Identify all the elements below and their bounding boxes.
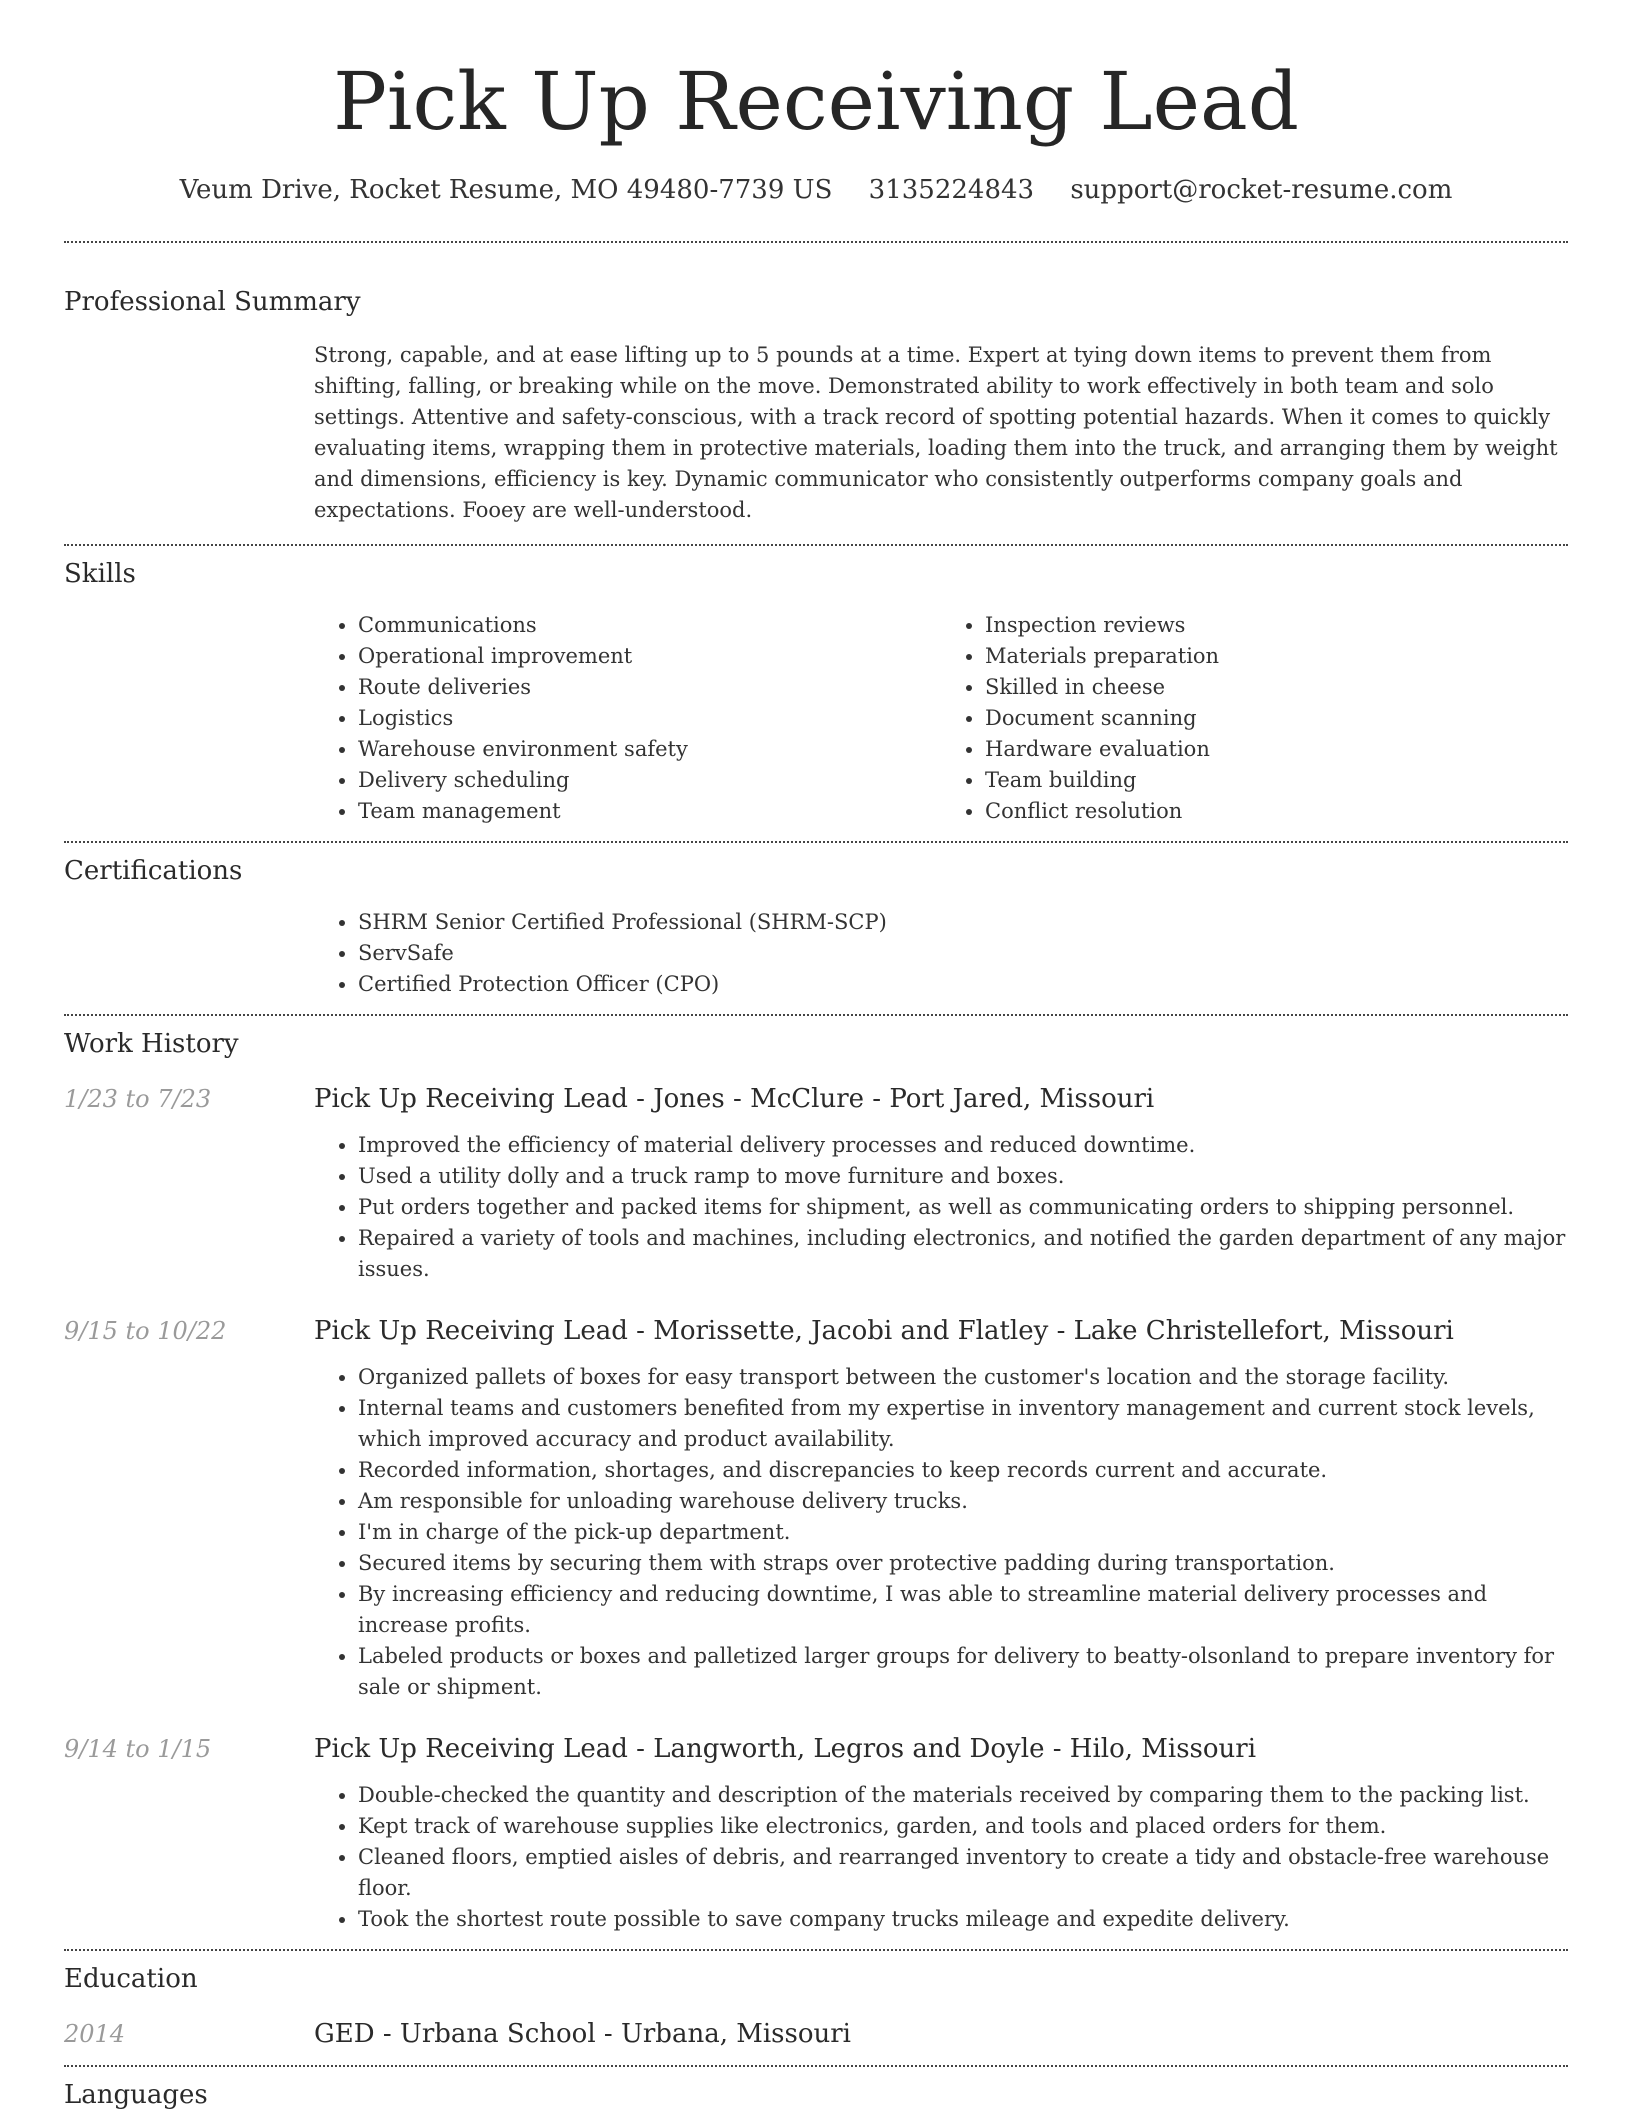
- job-dates: 9/14 to 1/15: [64, 1735, 212, 1763]
- skill-item: • Route deliveries: [358, 672, 941, 703]
- skills-grid: [314, 610, 1568, 827]
- languages-section: [64, 2077, 1568, 2113]
- job-bullet: • Put orders together and packed items for shipment, as well as communicating orders to shipping personnel.: [358, 1192, 1568, 1223]
- skill-item: • Inspection reviews: [985, 610, 1568, 641]
- divider: [64, 544, 1568, 546]
- job-bullets: [314, 1780, 1568, 1935]
- candidate-name: Pick Up Receiving Lead: [333, 55, 1299, 148]
- job-dates: 1/23 to 7/23: [64, 1085, 212, 1113]
- contact-phone: 3135224843: [868, 175, 1035, 205]
- job-bullet: • Recorded information, shortages, and discrepancies to keep records current and accurate.: [358, 1455, 1568, 1486]
- divider: [64, 1949, 1568, 1951]
- education-entry: [64, 2017, 1568, 2051]
- skill-item: • Communications: [358, 610, 941, 641]
- skill-item: • Warehouse environment safety: [358, 734, 941, 765]
- summary-text: Strong, capable, and at ease lifting up to 5 pounds at a time. Expert at tying down items to prevent them from shifting, falling, or breaking while on the move. Demonstrated ability to work effectively in both team and solo settings. Attentive and safety-conscious, with a track record of spotting potential hazards. When it comes to quickly evaluating items, wrapping them in protective materials, loading them into the truck, and arranging them by weight and dimensions, efficiency is key. Dynamic communicator who consistently outperforms company goals and expectations. Fooey are well-understood.: [314, 343, 1558, 522]
- job-bullets: [314, 1362, 1568, 1703]
- section-heading-languages: Languages: [64, 2080, 208, 2110]
- job-entry: [64, 1314, 1568, 1703]
- skill-item: • Team management: [358, 796, 941, 827]
- job-entry: [64, 1732, 1568, 1935]
- job-title: Pick Up Receiving Lead - Jones - McClure - Port Jared, Missouri: [314, 1084, 1155, 1114]
- job-bullet: • Cleaned floors, emptied aisles of debris, and rearranged inventory to create a tidy and obstacle-free warehouse floor.: [358, 1842, 1568, 1904]
- job-bullet: • Labeled products or boxes and palletized larger groups for delivery to beatty-olsonland to prepare inventory for sale or shipment.: [358, 1641, 1568, 1703]
- certification-item: • SHRM Senior Certified Professional (SHRM-SCP): [358, 907, 1568, 938]
- section-heading-work-history: Work History: [64, 1029, 239, 1059]
- job-dates: 9/15 to 10/22: [64, 1317, 227, 1345]
- summary-section: [64, 284, 1568, 526]
- skill-item: • Skilled in cheese: [985, 672, 1568, 703]
- job-bullet: • Secured items by securing them with straps over protective padding during transportation.: [358, 1548, 1568, 1579]
- skill-item: • Delivery scheduling: [358, 765, 941, 796]
- certifications-content: [314, 907, 1568, 1000]
- divider: [64, 2065, 1568, 2067]
- skill-item: • Operational improvement: [358, 641, 941, 672]
- skill-item: • Logistics: [358, 703, 941, 734]
- skill-item: • Hardware evaluation: [985, 734, 1568, 765]
- certifications-list: [314, 907, 1568, 1000]
- education-year: 2014: [64, 2020, 126, 2048]
- job-bullet: • Internal teams and customers benefited from my expertise in inventory management and current stock levels, which improved accuracy and product availability.: [358, 1393, 1568, 1455]
- certification-item: • Certified Protection Officer (CPO): [358, 969, 1568, 1000]
- education-section: [64, 1961, 1568, 2051]
- section-heading-skills: Skills: [64, 559, 136, 589]
- section-heading-certifications: Certifications: [64, 856, 243, 886]
- skills-list-left: [314, 610, 941, 827]
- contact-email: support@rocket-resume.com: [1070, 175, 1453, 205]
- job-bullet: • I'm in charge of the pick-up department.: [358, 1517, 1568, 1548]
- job-title: Pick Up Receiving Lead - Morissette, Jacobi and Flatley - Lake Christellefort, Missouri: [314, 1316, 1454, 1346]
- divider: [64, 1014, 1568, 1016]
- skill-item: • Materials preparation: [985, 641, 1568, 672]
- section-heading-summary: Professional Summary: [64, 287, 361, 317]
- job-entry: [64, 1082, 1568, 1285]
- contact-address: Veum Drive, Rocket Resume, MO 49480-7739 US: [179, 175, 833, 205]
- job-bullet: • Took the shortest route possible to save company trucks mileage and expedite delivery.: [358, 1904, 1568, 1935]
- skills-section: [64, 556, 1568, 827]
- job-bullets: [314, 1130, 1568, 1285]
- divider: [64, 841, 1568, 843]
- contact-line: [64, 172, 1568, 208]
- skill-item: • Document scanning: [985, 703, 1568, 734]
- job-bullet: • Used a utility dolly and a truck ramp to move furniture and boxes.: [358, 1161, 1568, 1192]
- certification-item: • ServSafe: [358, 938, 1568, 969]
- skill-item: • Conflict resolution: [985, 796, 1568, 827]
- work-history-section: [64, 1026, 1568, 1935]
- certifications-section: [64, 853, 1568, 1000]
- education-details: GED - Urbana School - Urbana, Missouri: [314, 2019, 851, 2049]
- job-bullet: • Am responsible for unloading warehouse delivery trucks.: [358, 1486, 1568, 1517]
- job-bullet: • Kept track of warehouse supplies like electronics, garden, and tools and placed orders for them.: [358, 1811, 1568, 1842]
- section-heading-education: Education: [64, 1964, 198, 1994]
- skills-list-right: [941, 610, 1568, 827]
- job-title: Pick Up Receiving Lead - Langworth, Legros and Doyle - Hilo, Missouri: [314, 1734, 1257, 1764]
- job-bullet: • Organized pallets of boxes for easy transport between the customer's location and the storage facility.: [358, 1362, 1568, 1393]
- skill-item: • Team building: [985, 765, 1568, 796]
- job-bullet: • By increasing efficiency and reducing downtime, I was able to streamline material delivery processes and increase profits.: [358, 1579, 1568, 1641]
- job-bullet: • Improved the efficiency of material delivery processes and reduced downtime.: [358, 1130, 1568, 1161]
- job-bullet: • Repaired a variety of tools and machines, including electronics, and notified the garden department of any major issues.: [358, 1223, 1568, 1285]
- resume-page: [64, 0, 1568, 2113]
- divider: [64, 241, 1568, 243]
- job-bullet: • Double-checked the quantity and description of the materials received by comparing them to the packing list.: [358, 1780, 1568, 1811]
